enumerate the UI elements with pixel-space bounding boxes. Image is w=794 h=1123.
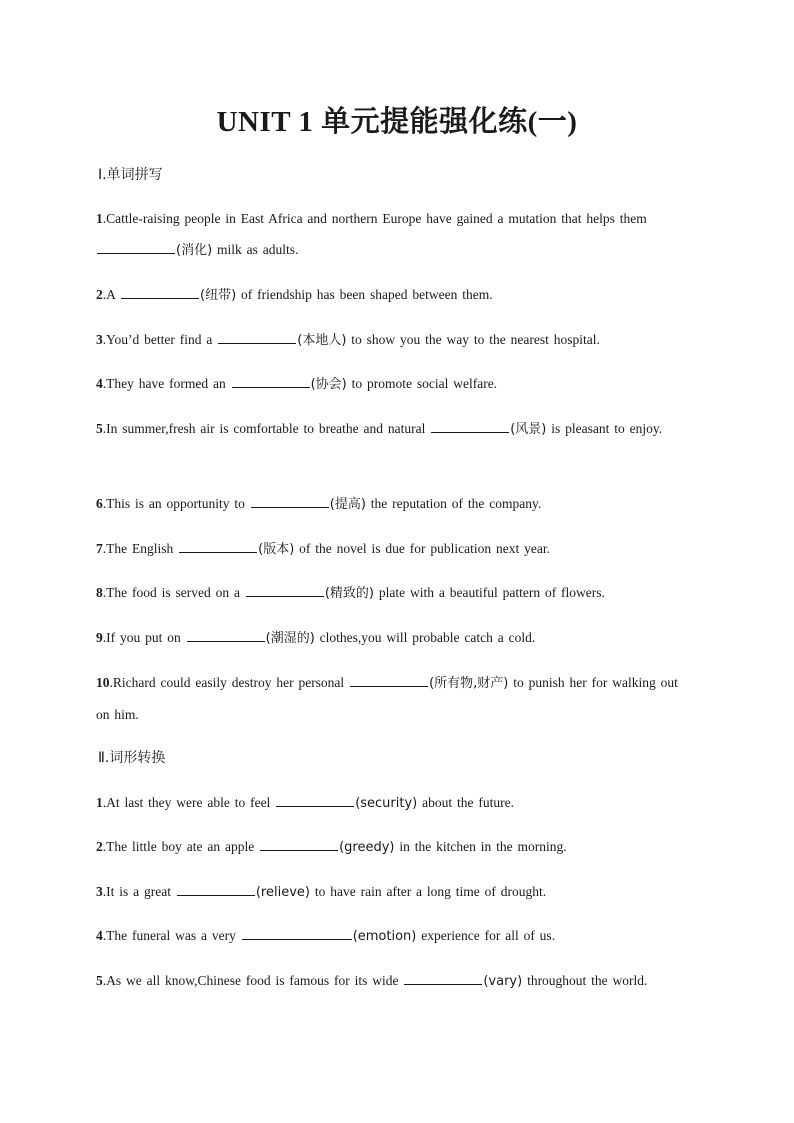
question-number: 4 xyxy=(96,928,103,943)
question-text: .Cattle-raising people in East Africa and northern Europe have gained a mutation that helps them xyxy=(102,211,647,226)
spelling-question-3 xyxy=(96,324,688,356)
question-text: in the kitchen in the morning. xyxy=(394,839,567,854)
question-text: .The English xyxy=(102,541,179,556)
question-text: .The little boy ate an apple xyxy=(102,839,260,854)
question-number: 7 xyxy=(96,541,103,556)
question-text: .They have formed an xyxy=(102,376,231,391)
hint-text: (版本) xyxy=(258,542,295,557)
question-number: 2 xyxy=(96,287,103,302)
hint-text: (精致的) xyxy=(324,586,374,601)
question-text: .The funeral was a very xyxy=(102,928,241,943)
answer-blank[interactable] xyxy=(232,372,310,388)
hint-text: (vary) xyxy=(483,974,523,989)
question-text: to promote social welfare. xyxy=(346,376,498,391)
hint-text: (潮湿的) xyxy=(265,631,315,646)
question-text: is pleasant to enjoy. xyxy=(546,421,663,436)
spelling-question-8 xyxy=(96,577,688,609)
page-title: UNIT 1 单元提能强化练(一) xyxy=(216,106,578,138)
spelling-question-10 xyxy=(96,667,688,730)
question-number: 5 xyxy=(96,421,103,436)
question-text: .In summer,fresh air is comfortable to breathe and natural xyxy=(102,421,431,436)
question-text: to punish her for walking out on him. xyxy=(96,675,678,722)
question-text: milk as adults. xyxy=(212,242,299,257)
question-text: throughout the world. xyxy=(522,973,648,988)
answer-blank[interactable] xyxy=(121,283,199,299)
hint-text: (提高) xyxy=(329,497,366,512)
question-text: to show you the way to the nearest hospital. xyxy=(346,332,600,347)
word-form-question-2 xyxy=(96,831,688,863)
question-text: clothes,you will probable catch a cold. xyxy=(314,630,536,645)
answer-blank[interactable] xyxy=(350,671,428,687)
question-text: the reputation of the company. xyxy=(365,496,542,511)
spelling-question-5 xyxy=(96,413,688,445)
question-number: 9 xyxy=(96,630,103,645)
question-number: 1 xyxy=(96,211,103,226)
question-number: 3 xyxy=(96,884,103,899)
spelling-question-4 xyxy=(96,368,688,400)
question-text: .This is an opportunity to xyxy=(102,496,250,511)
question-text: .As we all know,Chinese food is famous for its wide xyxy=(102,973,404,988)
question-text: .The food is served on a xyxy=(102,585,245,600)
answer-blank[interactable] xyxy=(431,417,509,433)
question-text: of friendship has been shaped between them. xyxy=(236,287,493,302)
answer-blank[interactable] xyxy=(187,626,265,642)
hint-text: (emotion) xyxy=(352,929,417,944)
hint-text: (纽带) xyxy=(200,288,237,303)
answer-blank[interactable] xyxy=(177,880,255,896)
question-number: 10 xyxy=(96,675,110,690)
answer-blank[interactable] xyxy=(218,328,296,344)
question-text: plate with a beautiful pattern of flowers. xyxy=(374,585,605,600)
question-number: 1 xyxy=(96,795,103,810)
question-number: 5 xyxy=(96,973,103,988)
answer-blank[interactable] xyxy=(242,924,352,940)
question-text: experience for all of us. xyxy=(416,928,556,943)
answer-blank[interactable] xyxy=(246,581,324,597)
section-header-word-forms: Ⅱ.词形转换 xyxy=(98,750,166,766)
question-text: to have rain after a long time of drought. xyxy=(309,884,547,899)
answer-blank[interactable] xyxy=(251,492,329,508)
hint-text: (风景) xyxy=(510,422,547,437)
answer-blank[interactable] xyxy=(179,537,257,553)
hint-text: (消化) xyxy=(176,243,213,258)
spelling-question-6 xyxy=(96,488,688,520)
question-number: 3 xyxy=(96,332,103,347)
question-number: 2 xyxy=(96,839,103,854)
question-text: .You’d better find a xyxy=(102,332,218,347)
hint-text: (所有物,财产) xyxy=(429,676,509,691)
spelling-question-1 xyxy=(96,203,688,266)
hint-text: (relieve) xyxy=(255,885,310,900)
hint-text: (security) xyxy=(355,796,418,811)
section-header-spelling: Ⅰ.单词拼写 xyxy=(98,167,163,183)
answer-blank[interactable] xyxy=(260,835,338,851)
word-form-question-5 xyxy=(96,965,688,997)
word-form-question-3 xyxy=(96,876,688,908)
spelling-question-2 xyxy=(96,279,688,311)
hint-text: (本地人) xyxy=(297,333,347,348)
question-text: .It is a great xyxy=(102,884,176,899)
question-text: of the novel is due for publication next year. xyxy=(294,541,550,556)
question-text: .Richard could easily destroy her personal xyxy=(109,675,350,690)
hint-text: (greedy) xyxy=(339,840,395,855)
hint-text: (协会) xyxy=(310,377,347,392)
question-text: .A xyxy=(102,287,121,302)
question-text: .At last they were able to feel xyxy=(102,795,276,810)
spelling-question-7 xyxy=(96,533,688,565)
answer-blank[interactable] xyxy=(404,969,482,985)
question-number: 8 xyxy=(96,585,103,600)
spelling-question-9 xyxy=(96,622,688,654)
question-number: 4 xyxy=(96,376,103,391)
question-text: .If you put on xyxy=(102,630,186,645)
question-number: 6 xyxy=(96,496,103,511)
question-text: about the future. xyxy=(417,795,514,810)
answer-blank[interactable] xyxy=(97,238,175,254)
word-form-question-1 xyxy=(96,787,688,819)
word-form-question-4 xyxy=(96,920,688,952)
answer-blank[interactable] xyxy=(276,791,354,807)
